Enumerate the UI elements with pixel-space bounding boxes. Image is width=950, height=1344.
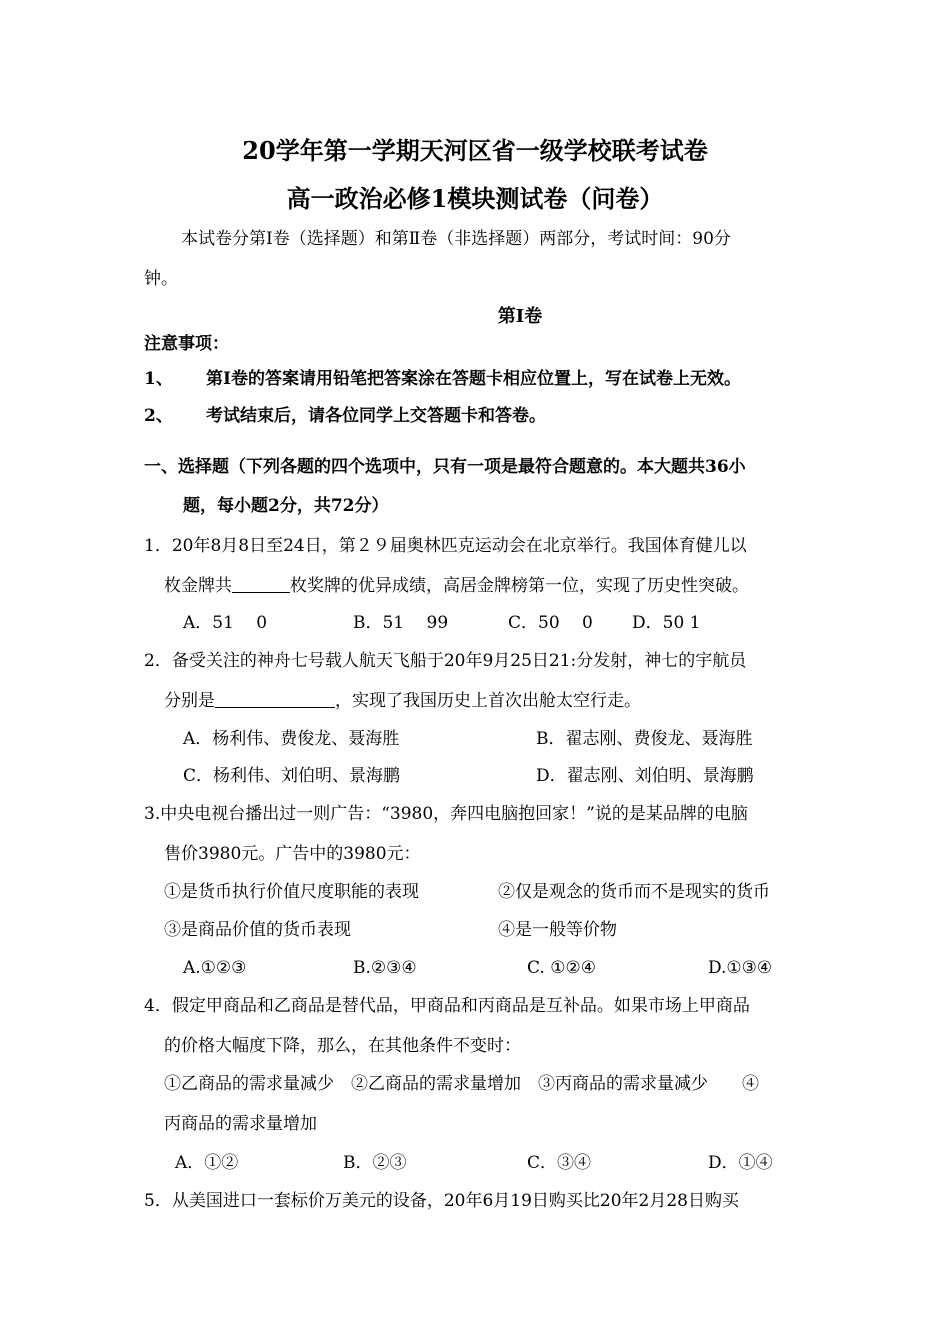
q4-option-d: D．①④ [708, 1153, 773, 1173]
q4-line-3: ①乙商品的需求量减少 ②乙商品的需求量增加 ③丙商品的需求量减少 ④ [164, 1074, 759, 1094]
q4-line-1: 4．假定甲商品和乙商品是替代品，甲商品和丙商品是互补品。如果市场上甲商品 [144, 996, 750, 1016]
q2-line-2-part-b: ，实现了我国历史上首次出舱太空行走。 [335, 691, 641, 711]
q5-line-1: 5．从美国进口一套标价万美元的设备，20年6月19日购买比20年2月28日购买 [144, 1191, 739, 1211]
q3-option-d: D.①③④ [708, 958, 773, 978]
q4-option-c: C．③④ [527, 1153, 592, 1173]
q4-line-2: 的价格大幅度下降，那么，在其他条件不变时： [164, 1036, 521, 1056]
note-2-number: 2、 [144, 406, 173, 426]
q3-line-1: 3.中央电视台播出过一则广告：“3980，奔四电脑抱回家！”说的是某品牌的电脑 [144, 804, 748, 824]
q3-statement-4: ④是一般等价物 [498, 920, 617, 940]
section-heading-line-1: 一、选择题（下列各题的四个选项中，只有一项是最符合题意的。本大题共36小 [144, 457, 746, 477]
notes-heading: 注意事项： [144, 334, 229, 354]
intro-line-1: 本试卷分第Ⅰ卷（选择题）和第Ⅱ卷（非选择题）两部分，考试时间：90分 [181, 229, 731, 249]
q4-option-b: B．②③ [343, 1153, 407, 1173]
q1-line-2-part-a: 枚金牌共 [164, 576, 232, 596]
note-1-number: 1、 [144, 369, 173, 389]
q4-line-4: 丙商品的需求量增加 [164, 1114, 317, 1134]
exam-subtitle: 高一政治必修1模块测试卷（问卷） [286, 184, 664, 213]
q2-answer-blank [215, 691, 335, 708]
q3-line-2: 售价3980元。广告中的3980元： [164, 844, 421, 864]
q1-option-a: A．51 0 [183, 613, 268, 633]
q1-line-2 [164, 575, 749, 597]
section-heading-line-2: 题，每小题2分，共72分） [183, 496, 389, 516]
q2-line-1: 2．备受关注的神舟七号载人航天飞船于20年9月25日21:分发射，神七的宇航员 [144, 651, 747, 671]
part-title: 第Ⅰ卷 [497, 306, 543, 327]
q2-line-2 [164, 690, 641, 712]
q4-option-a: A．①② [175, 1153, 239, 1173]
intro-line-2: 钟。 [144, 269, 178, 289]
q3-statement-3: ③是商品价值的货币表现 [164, 920, 351, 940]
q2-option-a: A．杨利伟、费俊龙、聂海胜 [183, 729, 400, 749]
q3-option-a: A.①②③ [183, 958, 247, 978]
q1-line-1: 1．20年8月8日至24日，第２９届奥林匹克运动会在北京举行。我国体育健儿以 [144, 536, 747, 556]
q1-answer-blank [232, 576, 290, 593]
q2-option-b: B．翟志刚、费俊龙、聂海胜 [536, 729, 753, 749]
q1-option-d: D．50 1 [632, 613, 701, 633]
q3-statement-2: ②仅是观念的货币而不是现实的货币 [498, 882, 770, 902]
q3-option-b: B.②③④ [353, 958, 417, 978]
q1-line-2-part-b: 枚奖牌的优异成绩，高居金牌榜第一位，实现了历史性突破。 [290, 576, 749, 596]
q3-statement-1: ①是货币执行价值尺度职能的表现 [164, 882, 419, 902]
q3-option-c: C. ①②④ [527, 958, 596, 978]
q1-option-b: B．51 99 [353, 613, 449, 633]
note-2-text: 考试结束后，请各位同学上交答题卡和答卷。 [206, 406, 546, 426]
exam-title: 20学年第一学期天河区省一级学校联考试卷 [242, 136, 708, 165]
q1-option-c: C．50 0 [508, 613, 593, 633]
note-1-text: 第Ⅰ卷的答案请用铅笔把答案涂在答题卡相应位置上，写在试卷上无效。 [206, 369, 741, 389]
q2-option-c: C．杨利伟、刘伯明、景海鹏 [183, 766, 401, 786]
q2-line-2-part-a: 分别是 [164, 691, 215, 711]
q2-option-d: D．翟志刚、刘伯明、景海鹏 [536, 766, 754, 786]
